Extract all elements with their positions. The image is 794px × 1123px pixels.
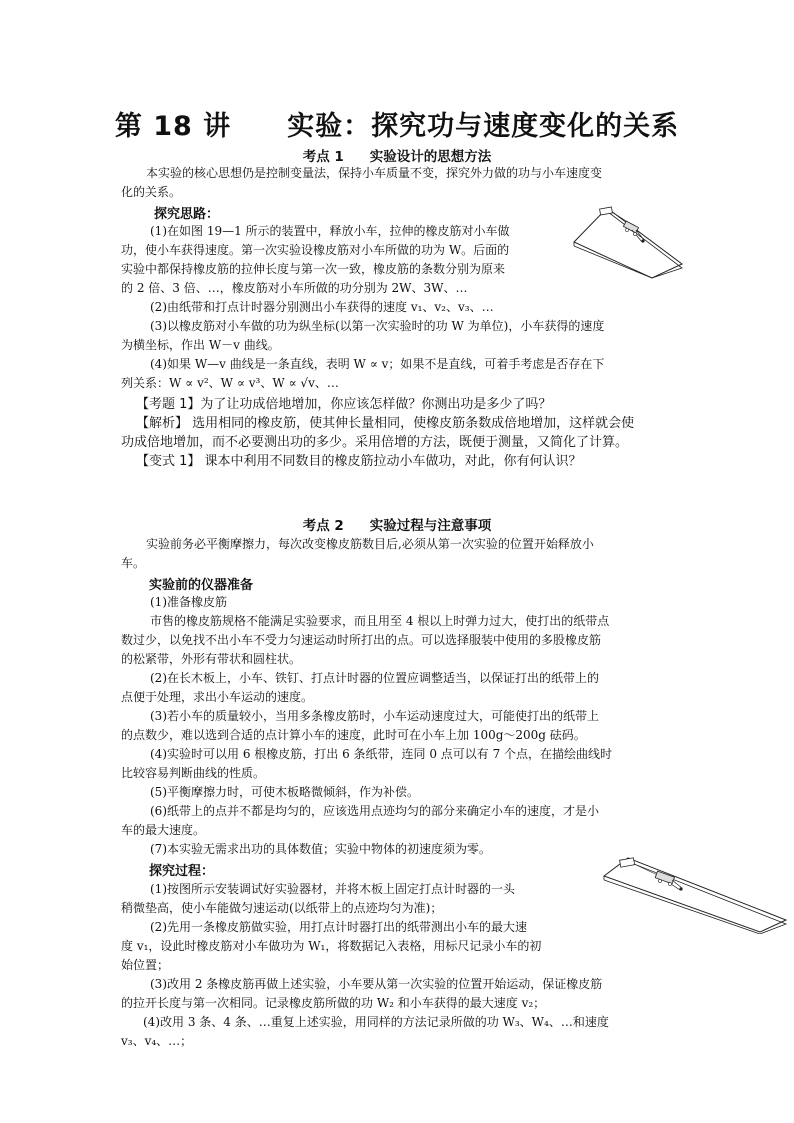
proc-step2-line3: 始位置； xyxy=(121,958,170,972)
prep-item7: (7)本实验无需求出功的具体数值；实验中物体的初速度须为零。 xyxy=(150,842,492,856)
prep-item6-line2: 车的最大速度。 xyxy=(121,823,206,837)
prep-item1: (1)准备橡皮筋 xyxy=(150,595,227,609)
step4-line2: 列关系：W ∝ v²、W ∝ v³、W ∝ √v、… xyxy=(121,376,339,390)
proc-step3-line2: 的拉开长度与第一次相同。记录橡皮筋所做的功 W₂ 和小车获得的最大速度 v₂； xyxy=(121,996,546,1010)
proc-step2-line1: (2)先用一条橡皮筋做实验，用打点计时器打出的纸带测出小车的最大速 xyxy=(150,920,528,934)
step1-line3: 实验中都保持橡皮筋的拉伸长度与第一次一致，橡皮筋的条数分别为原来 xyxy=(121,262,506,276)
section2-heading: 考点 2 实验过程与注意事项 xyxy=(302,518,492,534)
prep-item3-line2: 的点数少，难以选到合适的点计算小车的速度，此时可在小车上加 100g～200g 砝码。 xyxy=(121,728,586,742)
proc-step1-line1: (1)按图所示安装调试好实验器材，并将木板上固定打点计时器的一头 xyxy=(150,882,516,896)
prep-item4-line1: (4)实验时可以用 6 根橡皮筋，打出 6 条纸带，连同 0 点可以有 7 个点，在描绘曲线时 xyxy=(150,747,613,761)
prep-item1-detail-line1: 市售的橡皮筋规格不能满足实验要求，而且用至 4 根以上时弹力过大，使打出的纸带点 xyxy=(150,614,610,628)
thinking-heading: 探究思路： xyxy=(154,207,220,222)
proc-step4-line1: (4)改用 3 条、4 条、…重复上述实验，用同样的方法记录所做的功 W₃、W₄、…和速度 xyxy=(143,1015,609,1029)
analysis-line2: 功成倍地增加，而不必要测出功的多少。采用倍增的方法，既便于测量，又简化了计算。 xyxy=(121,435,629,450)
variant-1: 【变式 1】 课本中利用不同数目的橡皮筋拉动小车做功，对此，你有何认识？ xyxy=(136,454,582,469)
section1-intro-line1: 本实验的核心思想仍是控制变量法，保持小车质量不变，探究外力做的功与小车速度变 xyxy=(146,166,603,180)
step3-line2: 为横坐标，作出 W－v 曲线。 xyxy=(121,338,280,352)
step1-line1: (1)在如图 19—1 所示的装置中，释放小车，拉伸的橡皮筋对小车做 xyxy=(150,224,510,238)
proc-step1-line2: 稍微垫高，使小车能做匀速运动(以纸带上的点迹均匀为准)； xyxy=(121,901,443,915)
lecture-number: 第 18 讲 xyxy=(114,111,232,142)
apparatus-figure-2 xyxy=(600,854,790,934)
section1-intro-line2: 化的关系。 xyxy=(121,185,182,199)
step2: (2)由纸带和打点计时器分别测出小车获得的速度 v₁、v₂、v₃、… xyxy=(150,300,494,314)
prep-item6-line1: (6)纸带上的点并不都是均匀的，应该选用点迹均匀的部分来确定小车的速度，才是小 xyxy=(150,804,600,818)
prep-item2-line2: 点便于处理，求出小车运动的速度。 xyxy=(121,690,314,704)
prep-item1-detail-line3: 的松紧带，外形有带状和圆柱状。 xyxy=(121,652,302,666)
apparatus-figure-1 xyxy=(572,200,684,280)
prep-item3-line1: (3)若小车的质量较小，当用多条橡皮筋时，小车运动速度过大，可能使打出的纸带上 xyxy=(150,709,600,723)
lecture-topic: 实验：探究功与速度变化的关系 xyxy=(287,111,680,142)
question-1: 【考题 1】为了让功成倍地增加，你应该怎样做？你测出功是多少了吗？ xyxy=(136,397,552,412)
prep-item1-detail-line2: 数过少，以免找不出小车不受力匀速运动时所打出的点。可以选择服装中使用的多股橡皮筋 xyxy=(121,633,602,647)
section2-intro-line2: 车。 xyxy=(121,556,146,570)
prep-item5: (5)平衡摩擦力时，可使木板略微倾斜，作为补偿。 xyxy=(150,785,419,799)
proc-step4-line2: v₃、v₄、…； xyxy=(121,1034,193,1048)
prep-item4-line2: 比较容易判断曲线的性质。 xyxy=(121,766,266,780)
prep-item2-line1: (2)在长木板上，小车、铁钉、打点计时器的位置应调整适当，以保证打出的纸带上的 xyxy=(150,671,600,685)
analysis-line1: 【解析】 选用相同的橡皮筋，使其伸长量相同，使橡皮筋条数成倍地增加，这样就会使 xyxy=(136,416,635,431)
step4-line1: (4)如果 W—v 曲线是一条直线，表明 W ∝ v；如果不是直线，可着手考虑是否存在下 xyxy=(150,357,605,371)
proc-step3-line1: (3)改用 2 条橡皮筋再做上述实验，小车要从第一次实验的位置开始运动，保证橡皮筋 xyxy=(150,977,603,991)
procedure-heading: 探究过程： xyxy=(149,864,215,879)
section1-heading: 考点 1 实验设计的思想方法 xyxy=(302,149,492,165)
preparation-heading: 实验前的仪器准备 xyxy=(149,578,254,593)
proc-step2-line2: 度 v₁，设此时橡皮筋对小车做功为 W₁，将数据记入表格，用标尺记录小车的初 xyxy=(121,939,542,953)
page-title xyxy=(0,104,794,143)
step1-line2: 功，使小车获得速度。第一次实验设橡皮筋对小车所做的功为 W。后面的 xyxy=(121,243,510,257)
step1-line4: 的 2 倍、3 倍、…，橡皮筋对小车所做的功分别为 2W、3W、… xyxy=(121,281,468,295)
section2-intro-line1: 实验前务必平衡摩擦力，每次改变橡皮筋数目后,必须从第一次实验的位置开始释放小 xyxy=(146,537,594,551)
step3-line1: (3)以橡皮筋对小车做的功为纵坐标(以第一次实验时的功 W 为单位)，小车获得的速度 xyxy=(150,319,605,333)
